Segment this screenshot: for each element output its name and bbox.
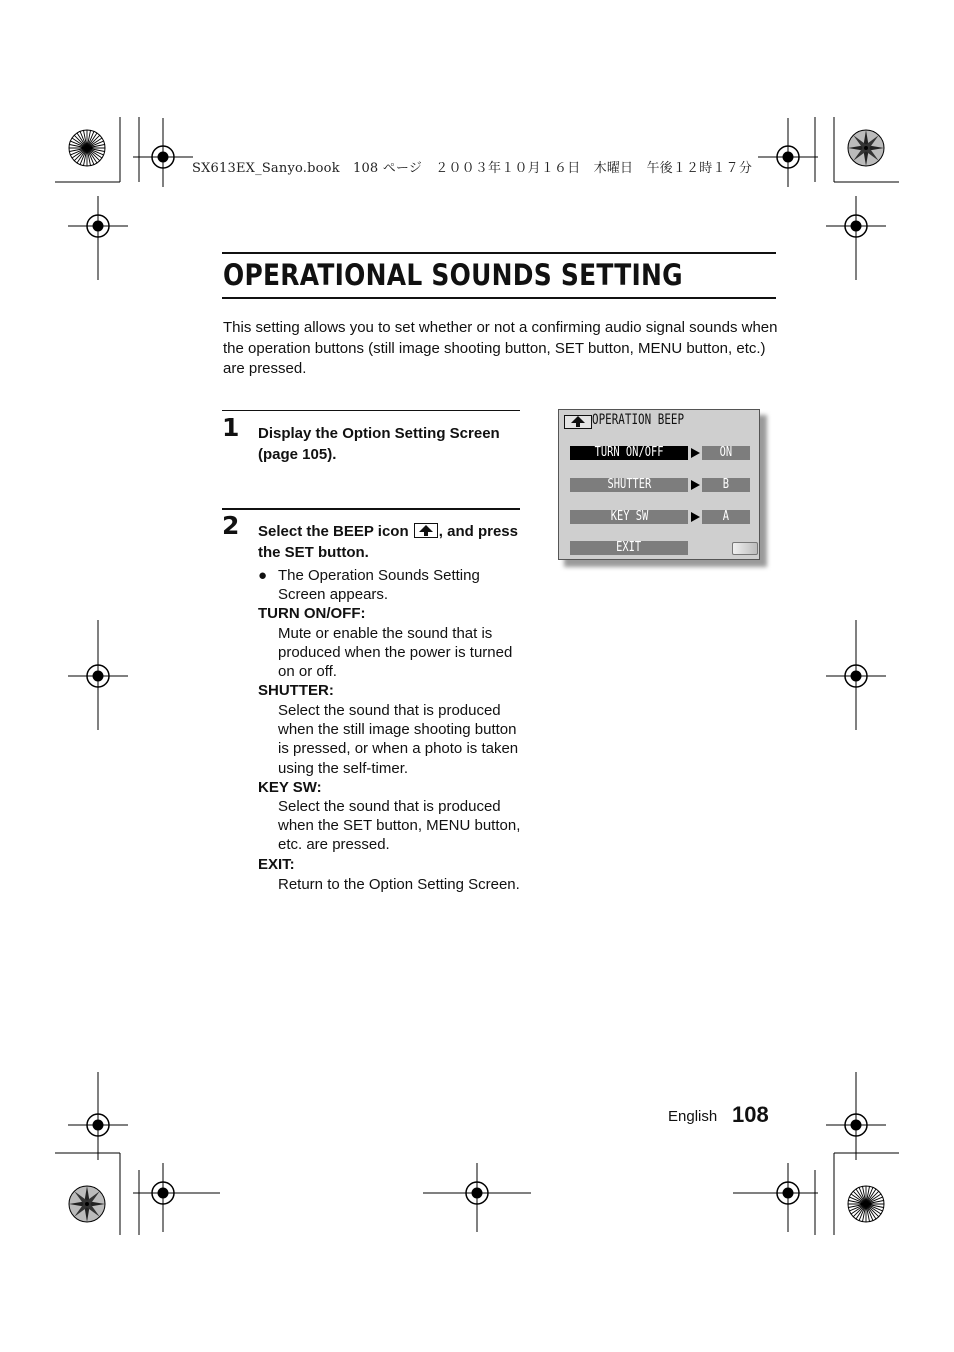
- desc-exit: Return to the Option Setting Screen.: [278, 876, 520, 893]
- page-title: OPERATIONAL SOUNDS SETTING: [223, 258, 683, 292]
- desc-turn-on-off: Mute or enable the sound that is produced when the power is turned on or off.: [278, 625, 513, 681]
- intro-paragraph: This setting allows you to set whether or not a confirming audio signal sounds when the operation buttons (still image shooting button, SET button, MENU button, etc.) are pressed.: [223, 319, 778, 377]
- step-2-text: [258, 521, 528, 563]
- step-1-text: Display the Option Setting Screen (page 105).: [258, 425, 500, 463]
- operation-beep-screen: [558, 409, 760, 560]
- bullet-text: The Operation Sounds Setting Screen appears.: [278, 567, 480, 603]
- value-shutter[interactable]: [702, 478, 750, 492]
- arrow-right-icon: [691, 448, 700, 458]
- beep-icon: [414, 523, 438, 538]
- title-rule-bottom: [222, 297, 776, 299]
- bullet-marker: ●: [258, 567, 268, 584]
- menu-item-exit[interactable]: [570, 541, 688, 555]
- value-label: B: [722, 478, 730, 492]
- step-2-text-after: , and press the SET button.: [258, 523, 518, 561]
- step-2-text-before: Select the BEEP icon: [258, 523, 409, 540]
- menu-item-turn-on-off[interactable]: [570, 446, 688, 460]
- menu-item-key-sw[interactable]: [570, 510, 688, 524]
- print-header: SX613EX_Sanyo.book 108 ページ ２００３年１０月１６日 木曜日 午後１２時１７分: [192, 161, 753, 176]
- value-key-sw[interactable]: [702, 510, 750, 524]
- title-rule-top: [222, 252, 776, 254]
- value-label: ON: [719, 446, 733, 460]
- term-shutter: SHUTTER:: [258, 682, 334, 699]
- step-2-rule: [222, 508, 520, 510]
- battery-icon: [732, 542, 758, 555]
- desc-key-sw: Select the sound that is produced when the SET button, MENU button, etc. are pressed.: [278, 798, 521, 854]
- term-turn-on-off: TURN ON/OFF:: [258, 605, 366, 622]
- desc-shutter: Select the sound that is produced when the still image shooting button is pressed, or when a photo is taken using the self-timer.: [278, 702, 519, 777]
- menu-item-label: TURN ON/OFF: [594, 446, 664, 460]
- footer-language: English: [668, 1108, 718, 1125]
- step-1-rule: [222, 410, 520, 411]
- menu-item-label: KEY SW: [610, 510, 648, 524]
- menu-item-label: SHUTTER: [607, 478, 651, 492]
- menu-item-shutter[interactable]: [570, 478, 688, 492]
- page-number: 108: [732, 1102, 769, 1127]
- menu-item-label: EXIT: [616, 541, 642, 555]
- screen-title: OPERATION BEEP: [592, 412, 685, 428]
- step-1-number: 1: [222, 413, 240, 442]
- step-2-number: 2: [222, 511, 240, 540]
- beep-icon: [564, 415, 592, 429]
- arrow-right-icon: [691, 480, 700, 490]
- arrow-right-icon: [691, 512, 700, 522]
- term-key-sw: KEY SW:: [258, 779, 322, 796]
- value-label: A: [722, 510, 730, 524]
- value-turn-on-off[interactable]: [702, 446, 750, 460]
- term-exit: EXIT:: [258, 856, 295, 873]
